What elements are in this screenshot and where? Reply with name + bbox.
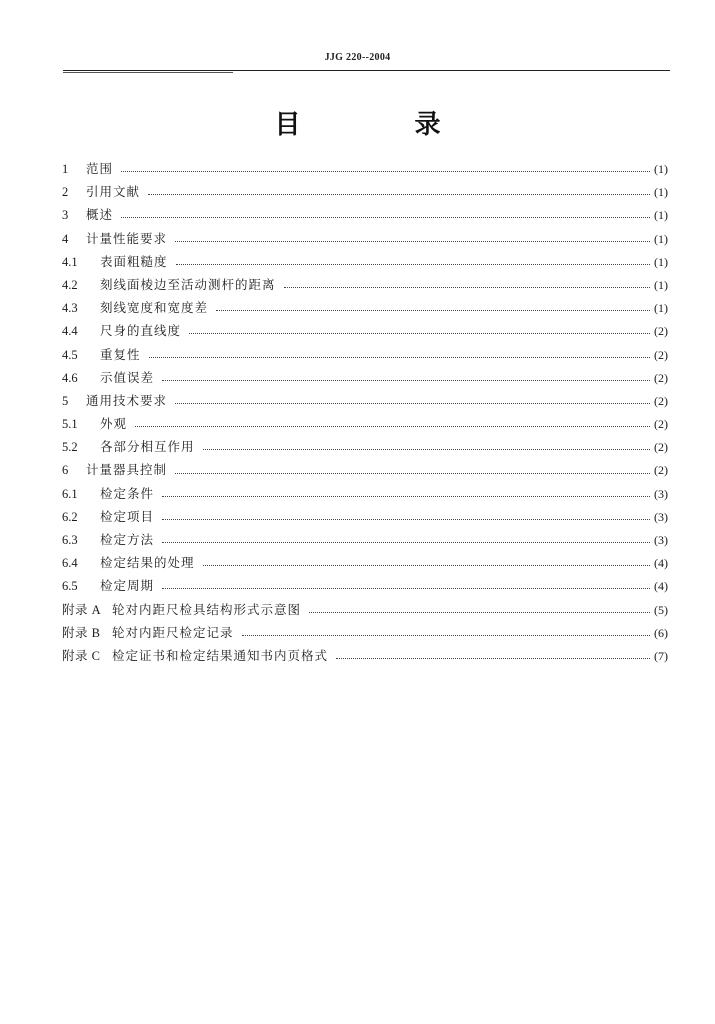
toc-entry[interactable] xyxy=(62,505,668,528)
toc-entry[interactable] xyxy=(62,296,668,319)
toc-entry-number: 5.1 xyxy=(62,417,78,432)
toc-dot-leader xyxy=(121,217,650,218)
toc-entry[interactable] xyxy=(62,528,668,551)
toc-entry-page: (2) xyxy=(654,440,668,455)
toc-entry-title: 尺身的直线度 xyxy=(100,323,182,339)
toc-entry[interactable] xyxy=(62,435,668,458)
toc-entry-title: 计量器具控制 xyxy=(86,462,168,478)
toc-entry-title: 概述 xyxy=(86,207,114,223)
toc-entry-page: (3) xyxy=(654,509,668,524)
toc-entry[interactable] xyxy=(62,551,668,574)
toc-dot-leader xyxy=(149,357,650,358)
toc-entry[interactable] xyxy=(62,412,668,435)
toc-entry-title: 检定方法 xyxy=(100,532,155,547)
toc-dot-leader xyxy=(176,264,650,265)
toc-entry[interactable] xyxy=(62,598,668,621)
toc-title: 目 录 xyxy=(274,110,485,140)
toc-entry-page: (4) xyxy=(654,556,668,571)
toc-entry[interactable] xyxy=(62,644,668,667)
toc-entry-title: 轮对内距尺检定记录 xyxy=(112,624,234,640)
toc-entry-page: (3) xyxy=(654,486,668,501)
header-rule-accent xyxy=(63,72,233,73)
toc-entry[interactable] xyxy=(62,203,668,226)
toc-dot-leader xyxy=(175,403,650,404)
toc-entry-page: (1) xyxy=(654,185,668,200)
toc-entry[interactable] xyxy=(62,574,668,597)
toc-dot-leader xyxy=(148,194,650,195)
toc-entry-page: (5) xyxy=(654,602,668,617)
toc-entry[interactable] xyxy=(62,319,668,342)
toc-entry-title: 检定条件 xyxy=(100,485,155,501)
table-of-contents xyxy=(62,157,668,667)
toc-entry-title: 各部分相互作用 xyxy=(100,439,195,455)
toc-entry-number: 附录 B xyxy=(62,625,101,640)
toc-entry[interactable] xyxy=(62,250,668,273)
toc-dot-leader xyxy=(162,519,650,520)
toc-entry[interactable] xyxy=(62,273,668,296)
toc-entry-number: 4.1 xyxy=(62,254,78,269)
toc-entry-title: 刻线面棱边至活动测杆的距离 xyxy=(100,276,276,292)
toc-entry[interactable] xyxy=(62,389,668,412)
toc-entry[interactable] xyxy=(62,482,668,505)
toc-entry-number: 4.5 xyxy=(62,347,78,362)
toc-entry-title: 刻线宽度和宽度差 xyxy=(100,300,209,316)
toc-entry-title: 检定周期 xyxy=(100,578,155,594)
toc-dot-leader xyxy=(203,449,650,450)
toc-entry-number: 4.3 xyxy=(62,301,78,316)
toc-dot-leader xyxy=(121,171,650,172)
toc-entry[interactable] xyxy=(62,621,668,644)
toc-dot-leader xyxy=(162,496,650,497)
toc-entry-number: 6.4 xyxy=(62,556,78,571)
toc-entry-page: (3) xyxy=(654,533,668,547)
toc-dot-leader xyxy=(135,426,650,427)
toc-entry-number: 6.3 xyxy=(62,533,78,547)
toc-entry-title: 检定证书和检定结果通知书内页格式 xyxy=(112,647,329,663)
toc-entry-title: 检定项目 xyxy=(100,508,155,524)
toc-entry-number: 4.4 xyxy=(62,324,78,339)
toc-entry-title: 引用文献 xyxy=(86,184,141,200)
toc-dot-leader xyxy=(162,588,650,589)
toc-entry-page: (2) xyxy=(654,370,668,385)
toc-entry-number: 5.2 xyxy=(62,440,78,455)
toc-entry-page: (7) xyxy=(654,648,668,663)
toc-entry-number: 4 xyxy=(62,231,69,246)
toc-entry-page: (2) xyxy=(654,324,668,339)
toc-dot-leader xyxy=(162,542,650,543)
toc-entry-page: (1) xyxy=(654,254,668,269)
toc-entry-title: 表面粗糙度 xyxy=(100,253,168,269)
toc-entry-page: (2) xyxy=(654,347,668,362)
toc-dot-leader xyxy=(309,612,650,613)
toc-entry-number: 1 xyxy=(62,162,69,176)
toc-entry-title: 重复性 xyxy=(100,346,141,362)
toc-dot-leader xyxy=(175,473,650,474)
toc-dot-leader xyxy=(242,635,650,636)
header-rule xyxy=(63,70,670,71)
toc-entry-page: (4) xyxy=(654,579,668,594)
toc-entry[interactable] xyxy=(62,227,668,250)
toc-entry-number: 4.2 xyxy=(62,277,78,292)
toc-entry-page: (6) xyxy=(654,625,668,640)
toc-dot-leader xyxy=(216,310,650,311)
toc-dot-leader xyxy=(336,658,650,659)
toc-entry[interactable] xyxy=(62,180,668,203)
page-header-doc-code: JJG 220--2004 xyxy=(324,52,391,63)
toc-dot-leader xyxy=(175,241,650,242)
toc-entry-number: 6.5 xyxy=(62,579,78,594)
toc-entry-number: 3 xyxy=(62,208,69,223)
toc-entry-title: 计量性能要求 xyxy=(86,230,168,246)
toc-dot-leader xyxy=(189,333,650,334)
toc-entry-number: 6.2 xyxy=(62,509,78,524)
toc-entry-page: (1) xyxy=(654,301,668,316)
toc-dot-leader xyxy=(284,287,650,288)
toc-entry-number: 附录 C xyxy=(62,648,101,663)
toc-entry-title: 范围 xyxy=(86,161,114,176)
toc-entry-page: (1) xyxy=(654,208,668,223)
toc-entry-page: (1) xyxy=(654,231,668,246)
toc-entry[interactable] xyxy=(62,458,668,481)
toc-dot-leader xyxy=(203,565,650,566)
toc-entry-number: 5 xyxy=(62,393,69,408)
toc-entry-number: 4.6 xyxy=(62,370,78,385)
toc-entry-title: 外观 xyxy=(100,416,128,432)
toc-entry-page: (2) xyxy=(654,463,668,478)
toc-entry-title: 示值误差 xyxy=(100,369,155,385)
toc-entry-page: (2) xyxy=(654,417,668,432)
toc-entry-number: 2 xyxy=(62,185,69,200)
toc-entry-number: 附录 A xyxy=(62,602,102,617)
toc-entry[interactable] xyxy=(62,343,668,366)
toc-entry-title: 轮对内距尺检具结构形式示意图 xyxy=(112,601,302,617)
toc-entry-number: 6.1 xyxy=(62,486,78,501)
toc-entry-title: 通用技术要求 xyxy=(86,392,168,408)
toc-entry-page: (1) xyxy=(654,277,668,292)
toc-entry-page: (1) xyxy=(654,162,668,176)
toc-entry-page: (2) xyxy=(654,393,668,408)
toc-entry-number: 6 xyxy=(62,463,69,478)
toc-dot-leader xyxy=(162,380,650,381)
toc-entry-title: 检定结果的处理 xyxy=(100,555,195,571)
toc-entry[interactable] xyxy=(62,157,668,180)
toc-entry[interactable] xyxy=(62,366,668,389)
